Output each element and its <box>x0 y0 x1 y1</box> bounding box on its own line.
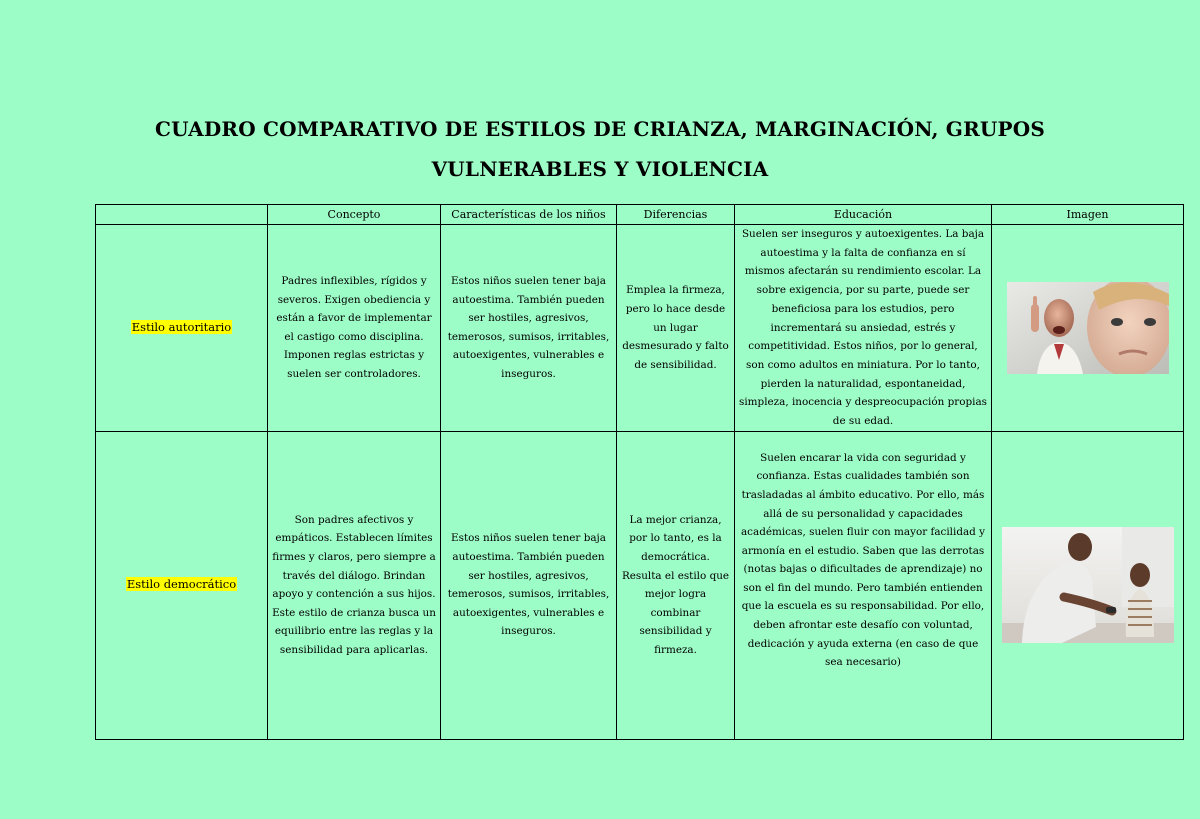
header-empty <box>96 205 268 225</box>
cell-caracteristicas-autoritario <box>441 225 617 432</box>
row-label-autoritario: Estilo autoritario <box>131 320 232 335</box>
header-educacion: Educación <box>735 205 992 225</box>
table-row-democratico <box>96 431 1184 739</box>
table-header-row <box>96 205 1184 225</box>
photo-angry-adult-and-child-icon <box>1007 282 1169 374</box>
header-concepto: Concepto <box>268 205 441 225</box>
row-label-cell <box>96 431 268 739</box>
diferencias-text: La mejor crianza, por lo tanto, es la democrática. Resulta el estilo que mejor logra combinar sensibilidad y firmeza. <box>621 513 730 657</box>
educacion-text: Suelen encarar la vida con seguridad y confianza. Estas cualidades también son trasladadas al ámbito educativo. Por ello, más allá de su personalidad y capacidades académicas, suelen fluir con mayor facilidad y armonía en el estudio. Saben que las derrotas (notas bajas o dificultades de aprendizaje) no son el fin del mundo. Pero también entienden que la escuela es su responsabilidad. Por ello, deben afrontar este desafío con voluntad, dedicación y ayuda externa (en caso de que sea necesario) <box>740 451 985 669</box>
educacion-text: Suelen ser inseguros y autoexigentes. La baja autoestima y la falta de confianza en sí mismos afectarán su rendimiento escolar. La sobre exigencia, por su parte, puede ser beneficiosa para los estudios, pero incrementará su ansiedad, estrés y competitividad. Estos niños, por lo general, son como adultos en miniatura. Por lo tanto, pierden la naturalidad, espontaneidad, simpleza, inocencia y despreocupación propias de su edad. <box>739 228 987 428</box>
concepto-text: Son padres afectivos y empáticos. Establecen límites firmes y claros, pero siempre a través del diálogo. Brindan apoyo y contención a sus hijos. Este estilo de crianza busca un equilibrio entre las reglas y la sensibilidad para aplicarlas. <box>272 513 436 657</box>
document-title-line-2: VULNERABLES Y VIOLENCIA <box>431 157 769 181</box>
row-label-democratico: Estilo democrático <box>126 577 237 592</box>
cell-diferencias-democratico <box>617 431 735 739</box>
photo-father-talking-to-child-icon <box>1002 527 1174 643</box>
cell-concepto-democratico <box>268 431 441 739</box>
diferencias-text: Emplea la firmeza, pero lo hace desde un lugar desmesurado y falto de sensibilidad. <box>622 284 729 371</box>
concepto-text: Padres inflexibles, rígidos y severos. Exigen obediencia y están a favor de implementar el castigo como disciplina. Imponen reglas estrictas y suelen ser controladores. <box>276 275 432 381</box>
header-diferencias: Diferencias <box>617 205 735 225</box>
header-caracteristicas: Características de los niños <box>441 205 617 225</box>
cell-educacion-democratico <box>735 431 992 739</box>
cell-imagen-democratico <box>992 431 1184 739</box>
cell-diferencias-autoritario <box>617 225 735 432</box>
comparison-table <box>95 204 1184 740</box>
caracteristicas-text: Estos niños suelen tener baja autoestima. También pueden ser hostiles, agresivos, temerosos, sumisos, irritables, autoexigentes, vulnerables e inseguros. <box>447 532 610 638</box>
row-label-cell <box>96 225 268 432</box>
caracteristicas-text: Estos niños suelen tener baja autoestima. También pueden ser hostiles, agresivos, temerosos, sumisos, irritables, autoexigentes, vulnerables e inseguros. <box>447 275 610 381</box>
cell-imagen-autoritario <box>992 225 1184 432</box>
cell-concepto-autoritario <box>268 225 441 432</box>
document-title-line-1: CUADRO COMPARATIVO DE ESTILOS DE CRIANZA, MARGINACIÓN, GRUPOS <box>154 117 1046 141</box>
table-row-autoritario <box>96 225 1184 432</box>
cell-educacion-autoritario <box>735 225 992 432</box>
header-imagen: Imagen <box>992 205 1184 225</box>
cell-caracteristicas-democratico <box>441 431 617 739</box>
